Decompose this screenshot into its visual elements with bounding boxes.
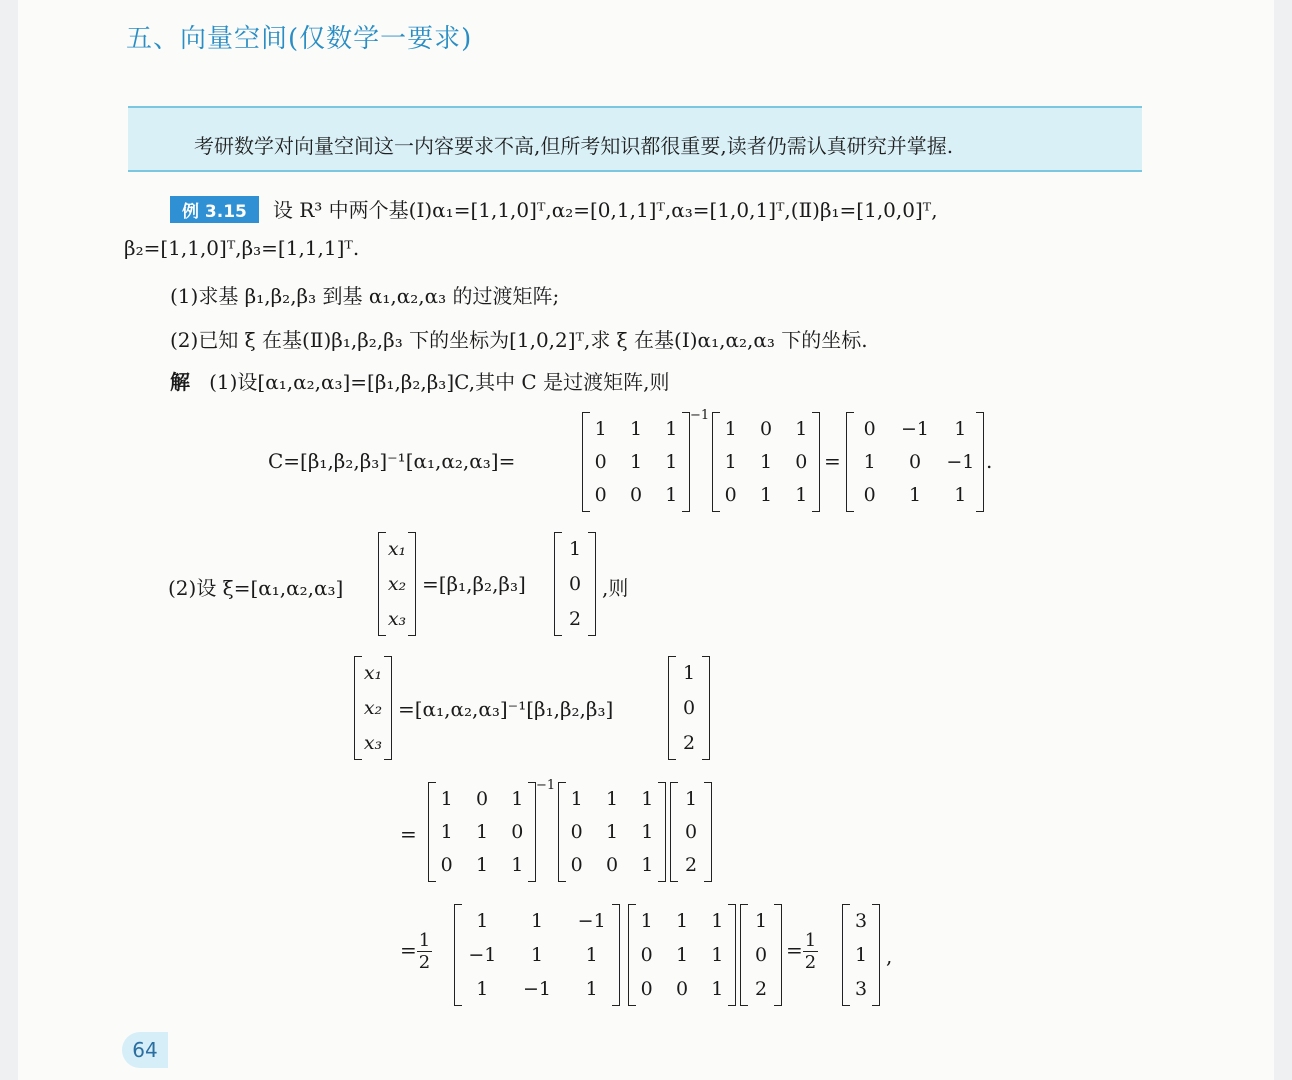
matrix-cell: 1	[475, 854, 489, 877]
example-text-1: 设 R³ 中两个基(Ⅰ)α₁=[1,1,0]ᵀ,α₂=[0,1,1]ᵀ,α₃=[1,0,1]ᵀ,(Ⅱ)β₁=[1,0,0]ᵀ,	[272, 198, 938, 222]
matrix-cell: 1	[724, 450, 737, 473]
matrix-cell: 0	[594, 484, 607, 507]
note-box	[128, 106, 1142, 172]
vector-coords-3	[670, 782, 712, 882]
bracket-corner	[408, 532, 415, 533]
matrix-cell: 0	[511, 820, 524, 843]
bracket-corner	[355, 656, 362, 657]
bracket-corner	[704, 782, 711, 783]
inverse-exponent: −1	[690, 408, 710, 423]
bracket-corner	[741, 1005, 748, 1006]
matrix-cell: 0	[475, 787, 489, 810]
matrix-cell: 1	[629, 450, 643, 473]
fraction-half-2	[803, 930, 818, 973]
matrix-cell: 1	[759, 450, 773, 473]
bracket-corner	[669, 759, 676, 760]
example-line-1	[170, 194, 938, 223]
matrix-cell: 1	[594, 417, 607, 440]
fraction-half	[417, 930, 432, 973]
matrix-cell: 1	[711, 978, 724, 1000]
matrix-alpha	[712, 412, 820, 512]
eq1-equals: =	[824, 449, 841, 473]
matrix-cell: 2	[682, 731, 696, 754]
bracket-corner	[588, 532, 595, 533]
bracket-corner	[702, 759, 709, 760]
matrix-cell: 2	[754, 978, 768, 1000]
solution-label: 解	[170, 370, 190, 394]
matrix-cell: 1	[530, 944, 544, 966]
eq5-lhs	[400, 930, 432, 973]
section-title: 五、向量空间(仅数学一要求)	[126, 24, 473, 54]
matrix-cell: 0	[570, 854, 583, 877]
matrix-cell: 1	[954, 484, 967, 507]
example-line-2: β₂=[1,1,0]ᵀ,β₃=[1,1,1]ᵀ.	[124, 236, 360, 260]
inverse-exponent-2: −1	[536, 778, 556, 793]
matrix-cell: −1	[577, 910, 606, 932]
eq2-lhs: (2)设 ξ=[α₁,α₂,α₃]	[168, 576, 344, 600]
matrix-cell: 1	[675, 944, 689, 966]
bracket-corner	[583, 412, 590, 413]
vector-x-2	[354, 656, 392, 760]
eq1-lhs: C=[β₁,β₂,β₃]⁻¹[α₁,α₂,α₃]=	[268, 449, 516, 473]
page-number: 64	[122, 1032, 168, 1068]
solution-text-1: (1)设[α₁,α₂,α₃]=[β₁,β₂,β₃]C,其中 C 是过渡矩阵,则	[209, 370, 670, 394]
bracket-corner	[555, 532, 562, 533]
matrix-cell: 1	[711, 944, 724, 966]
bracket-corner	[379, 635, 386, 636]
bracket-corner	[872, 1005, 879, 1006]
matrix-cell: 1	[605, 787, 619, 810]
matrix-cell: 1	[570, 787, 583, 810]
matrix-cell: 1	[675, 910, 689, 932]
matrix-cell: −1	[900, 417, 929, 440]
bracket-corner	[728, 904, 735, 905]
bracket-corner	[843, 904, 850, 905]
matrix-cell: x₃	[363, 731, 383, 754]
bracket-corner	[682, 511, 689, 512]
bracket-corner	[384, 656, 391, 657]
bracket-corner	[429, 881, 436, 882]
document-page	[18, 0, 1274, 1080]
frac-num-2: 1	[804, 930, 817, 951]
matrix-cell: 0	[759, 417, 773, 440]
matrix-cell: 1	[476, 978, 489, 1000]
matrix-cell: 1	[795, 417, 808, 440]
matrix-cell: −1	[522, 978, 551, 1000]
matrix-alpha-2	[428, 782, 536, 882]
bracket-corner	[629, 1005, 636, 1006]
matrix-C	[846, 412, 984, 512]
bracket-corner	[713, 511, 720, 512]
matrix-cell: x₁	[363, 662, 383, 685]
matrix-cell: 1	[863, 450, 876, 473]
matrix-cell: 0	[640, 978, 653, 1000]
bracket-corner	[384, 759, 391, 760]
matrix-cell: 0	[629, 484, 643, 507]
bracket-corner	[741, 904, 748, 905]
matrix-cell: 1	[530, 910, 544, 932]
bracket-corner	[588, 635, 595, 636]
bracket-corner	[847, 412, 854, 413]
matrix-cell: 0	[570, 820, 583, 843]
bracket-corner	[713, 412, 720, 413]
matrix-cell: 0	[863, 417, 876, 440]
matrix-cell: x₃	[387, 607, 407, 630]
matrix-cell: 1	[684, 787, 698, 810]
matrix-cell: 1	[954, 417, 967, 440]
eq2-mid: =[β₁,β₂,β₃]	[422, 572, 526, 596]
matrix-cell: 0	[795, 450, 808, 473]
matrix-cell: 0	[640, 944, 653, 966]
bracket-corner	[559, 881, 566, 882]
matrix-cell: x₂	[387, 572, 407, 595]
bracket-corner	[671, 782, 678, 783]
matrix-cell: 1	[854, 944, 868, 966]
bracket-corner	[355, 759, 362, 760]
matrix-cell: 0	[682, 696, 696, 719]
bracket-corner	[843, 1005, 850, 1006]
eq2-end: ,则	[602, 576, 629, 600]
matrix-cell: 2	[568, 607, 582, 630]
eq3-mid: =[α₁,α₂,α₃]⁻¹[β₁,β₂,β₃]	[398, 697, 614, 721]
vector-coords-4	[740, 904, 782, 1006]
matrix-cell: 1	[585, 944, 598, 966]
matrix-cell: 0	[724, 484, 737, 507]
eq5-rhs	[786, 930, 818, 973]
matrix-cell: 0	[568, 572, 582, 595]
matrix-cell: 1	[629, 417, 643, 440]
bracket-corner	[682, 412, 689, 413]
matrix-cell: 1	[711, 910, 724, 932]
matrix-cell: 1	[795, 484, 808, 507]
matrix-cell: 1	[682, 662, 696, 685]
matrix-cell: 0	[754, 944, 768, 966]
vector-coords-2	[668, 656, 710, 760]
matrix-beta-3	[628, 904, 736, 1006]
matrix-alpha-inverse	[454, 904, 620, 1006]
bracket-corner	[704, 881, 711, 882]
example-badge: 例 3.15	[170, 196, 259, 223]
matrix-cell: 2	[684, 854, 698, 877]
bracket-corner	[455, 1005, 462, 1006]
matrix-cell: 1	[511, 787, 524, 810]
matrix-cell: 1	[511, 854, 524, 877]
matrix-cell: 1	[759, 484, 773, 507]
bracket-corner	[379, 532, 386, 533]
matrix-cell: 1	[665, 450, 678, 473]
matrix-cell: 1	[640, 910, 653, 932]
matrix-cell: 3	[854, 978, 868, 1000]
bracket-corner	[612, 1005, 619, 1006]
bracket-corner	[555, 635, 562, 636]
matrix-cell: 1	[440, 787, 453, 810]
matrix-cell: 1	[665, 484, 678, 507]
matrix-cell: 1	[665, 417, 678, 440]
matrix-cell: x₁	[387, 538, 407, 561]
matrix-cell: 1	[754, 910, 768, 932]
matrix-cell: 1	[476, 910, 489, 932]
matrix-cell: 1	[908, 484, 922, 507]
matrix-cell: 0	[594, 450, 607, 473]
bracket-corner	[658, 782, 665, 783]
bracket-corner	[872, 904, 879, 905]
eq5-equals: =	[400, 938, 417, 962]
matrix-cell: −1	[468, 944, 497, 966]
eq5-equals-2: =	[786, 938, 803, 962]
question-1: (1)求基 β₁,β₂,β₃ 到基 α₁,α₂,α₃ 的过渡矩阵;	[170, 284, 560, 308]
bracket-corner	[774, 904, 781, 905]
bracket-corner	[528, 782, 535, 783]
matrix-cell: 1	[568, 538, 582, 561]
matrix-cell: 1	[641, 820, 654, 843]
frac-den-2: 2	[804, 952, 817, 973]
matrix-beta-2	[558, 782, 666, 882]
matrix-cell: 0	[440, 854, 453, 877]
solution-line-1	[170, 366, 669, 395]
matrix-cell: 0	[863, 484, 876, 507]
bracket-corner	[429, 782, 436, 783]
matrix-cell: 1	[605, 820, 619, 843]
bracket-corner	[528, 881, 535, 882]
matrix-cell: 1	[585, 978, 598, 1000]
matrix-cell: 1	[440, 820, 453, 843]
matrix-cell: 1	[641, 787, 654, 810]
bracket-corner	[629, 904, 636, 905]
matrix-cell: −1	[946, 450, 975, 473]
matrix-cell: 0	[605, 854, 619, 877]
matrix-cell: 0	[675, 978, 689, 1000]
matrix-cell: 0	[908, 450, 922, 473]
bracket-corner	[812, 511, 819, 512]
bracket-corner	[669, 656, 676, 657]
bracket-corner	[976, 511, 983, 512]
bracket-corner	[559, 782, 566, 783]
bracket-corner	[847, 511, 854, 512]
bracket-corner	[658, 881, 665, 882]
question-2: (2)已知 ξ 在基(Ⅱ)β₁,β₂,β₃ 下的坐标为[1,0,2]ᵀ,求 ξ 在基(Ⅰ)α₁,α₂,α₃ 下的坐标.	[170, 328, 868, 352]
bracket-corner	[455, 904, 462, 905]
vector-coords-1	[554, 532, 596, 636]
bracket-corner	[583, 511, 590, 512]
bracket-corner	[702, 656, 709, 657]
matrix-cell: 1	[724, 417, 737, 440]
vector-result	[842, 904, 880, 1006]
bracket-corner	[612, 904, 619, 905]
bracket-corner	[728, 1005, 735, 1006]
eq4-equals: =	[400, 822, 417, 846]
eq1-period: .	[986, 449, 993, 473]
bracket-corner	[774, 1005, 781, 1006]
bracket-corner	[976, 412, 983, 413]
matrix-cell: 3	[854, 910, 868, 932]
matrix-cell: 1	[641, 854, 654, 877]
eq5-comma: ,	[886, 944, 893, 968]
frac-den: 2	[418, 952, 431, 973]
matrix-cell: x₂	[363, 696, 383, 719]
bracket-corner	[812, 412, 819, 413]
matrix-beta	[582, 412, 690, 512]
bracket-corner	[408, 635, 415, 636]
matrix-cell: 1	[475, 820, 489, 843]
bracket-corner	[671, 881, 678, 882]
frac-num: 1	[418, 930, 431, 951]
matrix-cell: 0	[684, 820, 698, 843]
note-text: 考研数学对向量空间这一内容要求不高,但所考知识都很重要,读者仍需认真研究并掌握.	[194, 134, 954, 158]
vector-x-1	[378, 532, 416, 636]
